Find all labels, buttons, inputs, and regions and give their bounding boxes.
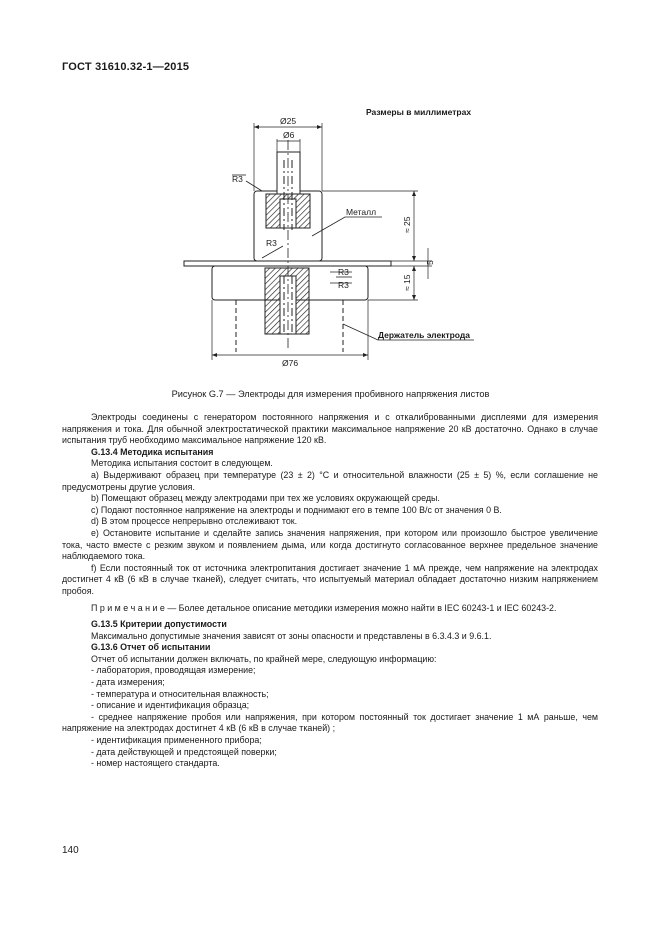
paragraph: Максимально допустимые значения зависят от зоны опасности и представлены в 6.3.4.3 и 9.6.1.: [91, 630, 492, 641]
list-item: - дата действующей и предстоящей поверки;: [91, 746, 277, 757]
list-item: - среднее напряжение пробоя или напряжения, при котором постоянный ток достигает значение 1 мА раньше, чем напряжение на электродах достигнет 4 кВ (6 кВ в случае тканей) ;: [62, 711, 598, 734]
section-title: G.13.4 Методика испытания: [91, 446, 214, 457]
procedure-step: а) Выдерживают образец при температуре (23 ± 2) °С и относительной влажности (25 ± 5) %, если соглашение не предусмотрены другие условия.: [62, 469, 598, 492]
procedure-step: f) Если постоянный ток от источника электропитания достигает значение 1 мА прежде, чем напряжение на электродах достигнет 4 кВ (6 кВ в случае тканей), следует считать, что испытуемый материал обладает достаточно низким напряжением пробоя.: [62, 562, 598, 596]
list-item: - температура и относительная влажность;: [91, 688, 269, 699]
radius-mid: R3: [266, 238, 277, 248]
document-header: ГОСТ 31610.32-1—2015: [62, 61, 190, 73]
dim-5: 5: [425, 260, 435, 265]
figure-caption: Рисунок G.7 — Электроды для измерения пробивного напряжения листов: [171, 389, 490, 399]
units-note: Размеры в миллиметрах: [366, 107, 472, 117]
sample-sheet: [184, 261, 391, 266]
procedure-step: d) В этом процессе непрерывно отслеживают ток.: [91, 516, 298, 527]
dim-15: ≈ 15: [402, 274, 412, 291]
radius-low-2: R3: [338, 280, 349, 290]
paragraph: Электроды соединены с генератором постоянного напряжения и с откалиброванными дисплеями для измерения напряжения и тока. Для обычной электростатической практики максимальное напряжение 20 кВ достаточно. Однако в случае испытания труб необходимо максимальное напряжение 120 кВ.: [62, 412, 598, 446]
label-holder: Держатель электрода: [378, 330, 471, 340]
page-number: 140: [62, 845, 79, 856]
dim-25: ≈ 25: [402, 216, 412, 233]
radius-top: R3: [232, 174, 243, 184]
label-metal: Металл: [346, 207, 377, 217]
note: П р и м е ч а н и е — Более детальное описание методики измерения можно найти в IEC 60243-1 и IEC 60243-2.: [91, 602, 557, 613]
radius-low-1: R3: [338, 267, 349, 277]
upper-stem: [277, 152, 300, 194]
document-body: [62, 412, 598, 770]
section-title: G.13.5 Критерии допустимости: [91, 619, 227, 630]
dim-d25: Ø25: [280, 116, 297, 126]
list-item: - идентификация примененного прибора;: [91, 735, 262, 746]
procedure-step: с) Подают постоянное напряжение на электроды и поднимают его в темпе 100 В/с от значения 0 В.: [91, 504, 502, 515]
paragraph: Отчет об испытании должен включать, по крайней мере, следующую информацию:: [91, 653, 437, 664]
list-item: - дата измерения;: [91, 677, 165, 688]
procedure-step: b) Помещают образец между электродами при тех же условиях окружающей среды.: [91, 493, 440, 504]
paragraph: Методика испытания состоит в следующем.: [91, 458, 273, 469]
dim-d76: Ø76: [282, 358, 299, 368]
list-item: - лаборатория, проводящая измерение;: [91, 665, 256, 676]
electrode-drawing: [0, 0, 661, 380]
list-item: - описание и идентификация образца;: [91, 700, 250, 711]
procedure-step: е) Остановите испытание и сделайте запись значения напряжения, при котором или произошло быстрое увеличение тока, часто вместе с резким звуком и появлением дыма, или когда достигнуто согласованное верхнее предельное значение наблюдаемого тока.: [62, 527, 598, 562]
dim-d6: Ø6: [283, 130, 295, 140]
list-item: - номер настоящего стандарта.: [91, 758, 220, 769]
section-title: G.13.6 Отчет об испытании: [91, 642, 211, 653]
